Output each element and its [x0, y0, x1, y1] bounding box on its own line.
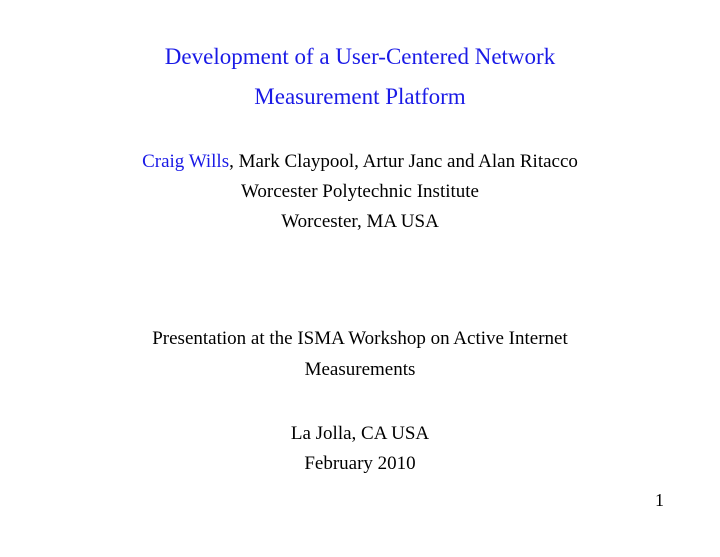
venue-line-2: Measurements	[304, 359, 416, 380]
authors-line	[0, 151, 720, 173]
institution: Worcester Polytechnic Institute	[240, 181, 479, 202]
page-number: 1	[655, 490, 664, 510]
slide-title-line-1: Development of a User-Centered Network	[164, 44, 556, 69]
coauthors: , Mark Claypool, Artur Janc and Alan Ritacco	[229, 151, 578, 172]
venue-line-1: Presentation at the ISMA Workshop on Active Internet	[152, 328, 568, 349]
presenter-name: Craig Wills	[142, 151, 230, 172]
event-location: La Jolla, CA USA	[290, 423, 430, 444]
institution-location: Worcester, MA USA	[281, 211, 439, 232]
slide-title-line-2: Measurement Platform	[254, 84, 466, 109]
event-date: February 2010	[304, 453, 416, 474]
